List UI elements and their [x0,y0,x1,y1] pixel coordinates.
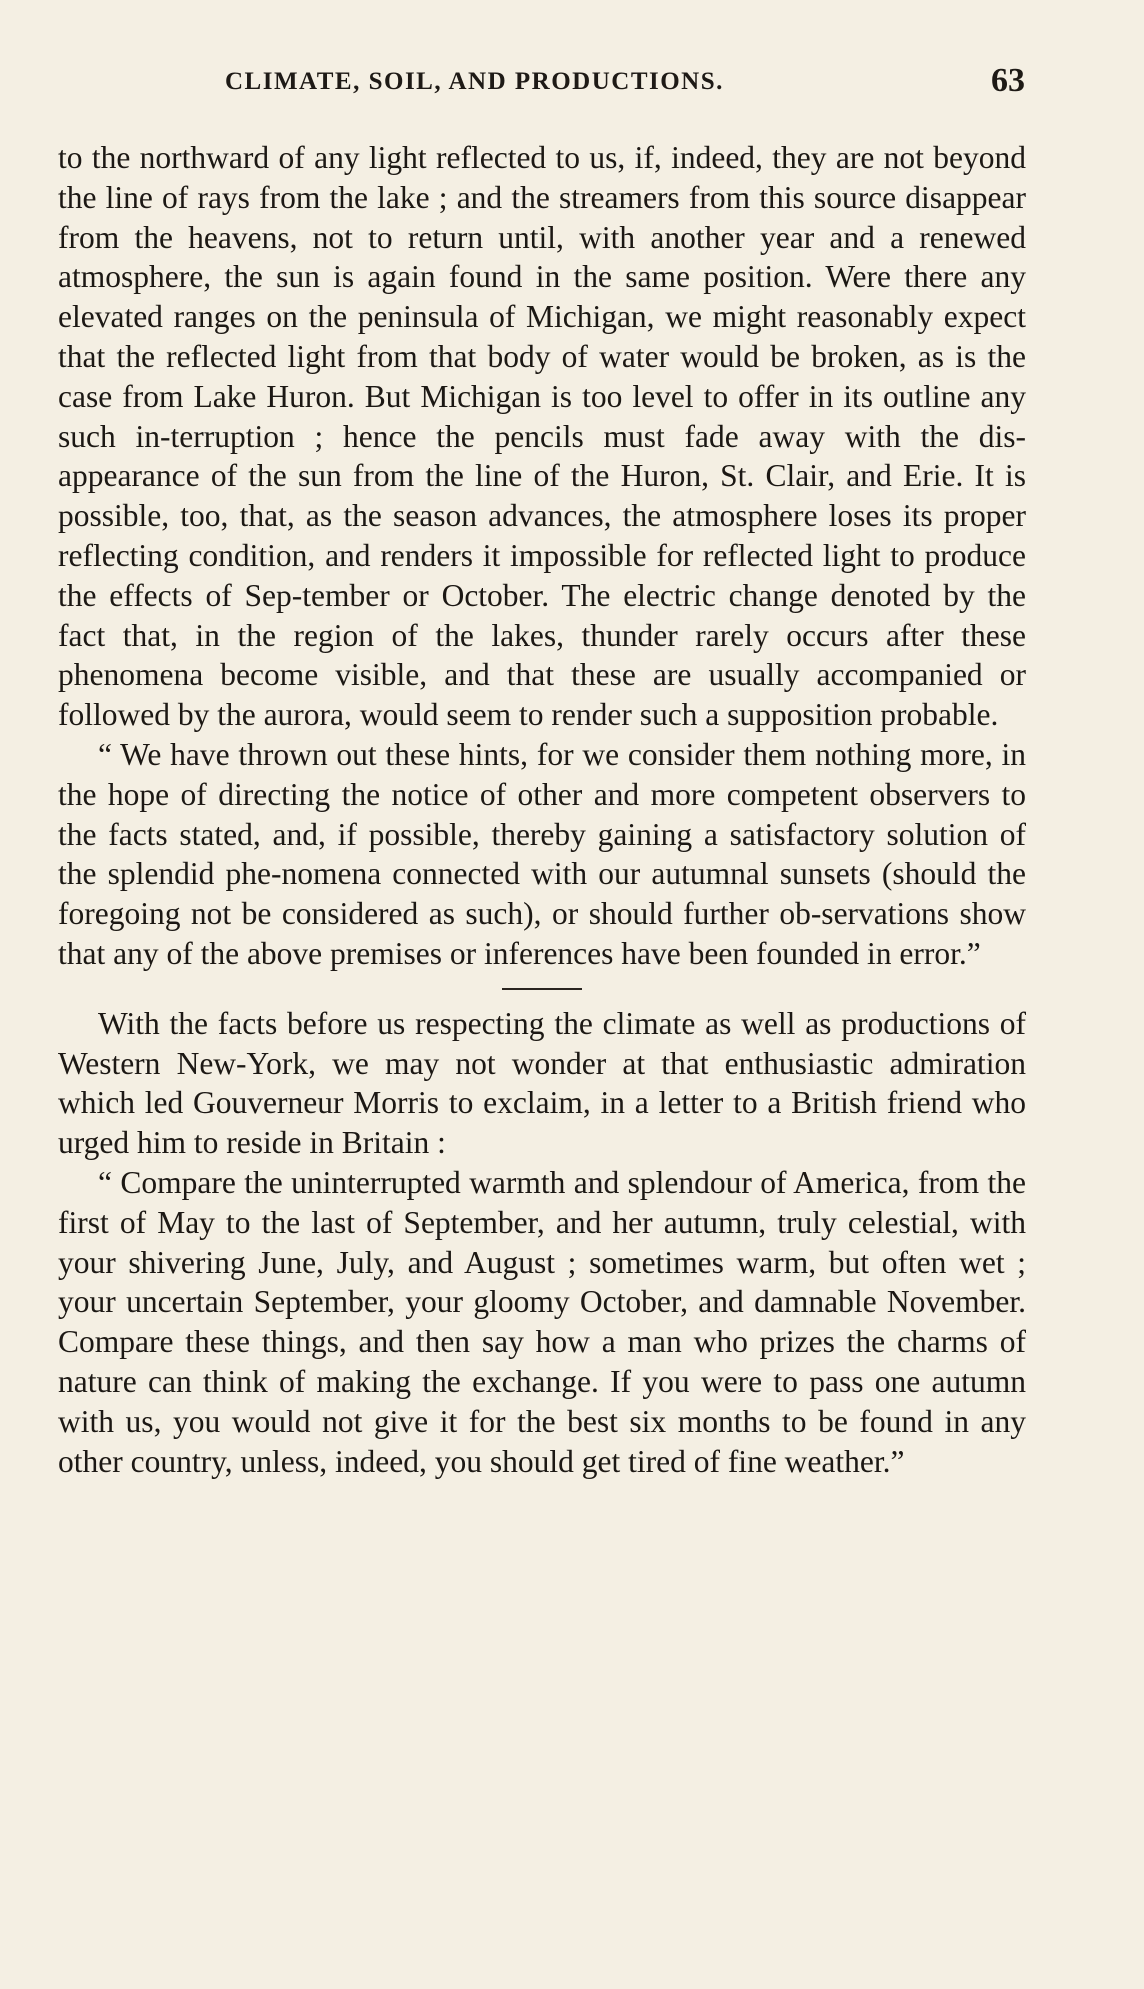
paragraph-3: With the facts before us respecting the climate as well as productions of Western New-York, we may not wonder at that enthusiastic admiration which led Gouverneur Morris to exclaim, in a letter to a British friend who urged him to reside in Britain : [58,1005,1026,1161]
paragraph-4: “ Compare the uninterrupted warmth and splendour of America, from the first of May to the last of September, and her autumn, truly celestial, with your shivering June, July, and August ; sometimes warm, but often wet ; your uncertain September, your gloomy October, and damnable November. Compare these things, and then say how a man who prizes the charms of nature can think of making the exchange. If you were to pass one autumn with us, you would not give it for the best six months to be found in any other country, unless, indeed, you should get tired of fine weather.” [58,1164,1026,1479]
section-divider [502,988,582,990]
page-header [225,62,1025,112]
body-text [58,138,1026,1481]
paragraph-1: to the northward of any light reflected to us, if, indeed, they are not beyond the line of rays from the lake ; and the streamers from this source disappear from the heavens, not to return until, with another year and a renewed atmosphere, the sun is again found in the same position. Were there any elevated ranges on the peninsula of Michigan, we might reasonably expect that the reflected light from that body of water would be broken, as is the case from Lake Huron. But Michigan is too level to offer in its outline any such in-terruption ; hence the pencils must fade away with the dis-appearance of the sun from the line of the Huron, St. Clair, and Erie. It is possible, too, that, as the season advances, the atmosphere loses its proper reflecting condition, and renders it impossible for reflected light to produce the effects of Sep-tember or October. The electric change denoted by the fact that, in the region of the lakes, thunder rarely occurs after these phenomena become visible, and that these are usually accompanied or followed by the aurora, would seem to render such a supposition probable. [58,140,1026,733]
page-number: 63 [991,62,1025,99]
paragraph-2: “ We have thrown out these hints, for we consider them nothing more, in the hope of directing the notice of other and more competent observers to the facts stated, and, if possible, thereby gaining a satisfactory solution of the splendid phe-nomena connected with our autumnal sunsets (should the foregoing not be considered as such), or should further ob-servations show that any of the above premises or inferences have been founded in error.” [58,736,1026,971]
running-head: CLIMATE, SOIL, AND PRODUCTIONS. [225,68,724,95]
